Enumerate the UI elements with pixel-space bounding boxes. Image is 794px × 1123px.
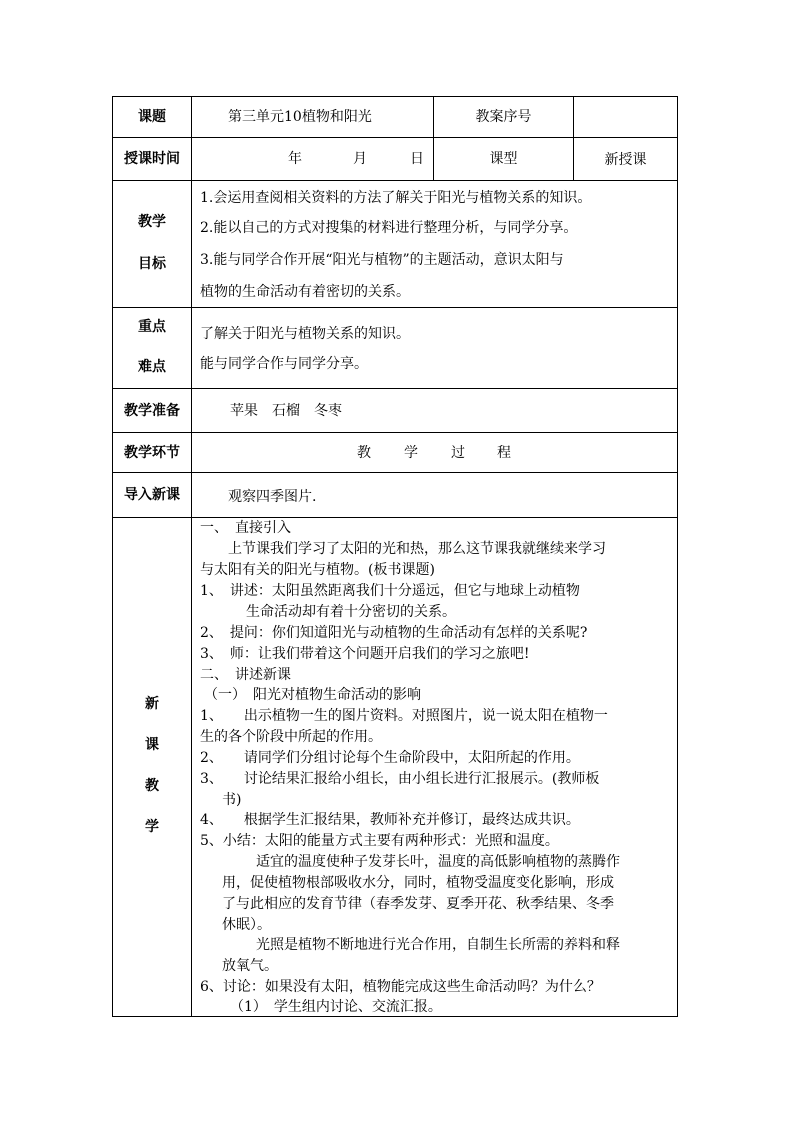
time-year: 年 <box>288 151 302 167</box>
lesson-line: 2、 请同学们分组讨论每个生命阶段中，太阳所起的作用。 <box>200 750 580 766</box>
goal-line: 3.能与同学合作开展“阳光与植物”的主题活动，意识太阳与 <box>200 252 564 268</box>
new-lesson-label-char: 新 <box>145 696 159 712</box>
lesson-line: 与太阳有关的阳光与植物。(板书课题) <box>200 562 435 578</box>
lesson-line: 光照是植物不断地进行光合作用，自制生长所需的养料和释 <box>256 937 620 953</box>
new-lesson-label-char: 教 <box>145 778 159 794</box>
lesson-line: 放氧气。 <box>222 958 278 974</box>
lesson-line: 3、 讨论结果汇报给小组长，由小组长进行汇报展示。(教师板 <box>200 771 600 787</box>
lesson-label: 课题 <box>138 109 166 125</box>
lesson-line: 5、小结：太阳的能量方式主要有两种形式：光照和温度。 <box>200 833 559 849</box>
process-header-char: 程 <box>497 445 511 461</box>
lesson-line: 6、讨论：如果没有太阳，植物能完成这些生命活动吗？为什么？ <box>200 979 601 995</box>
key-points-label: 重点 <box>138 319 166 335</box>
goal-line: 2.能以自己的方式对搜集的材料进行整理分析，与同学分享。 <box>200 220 578 236</box>
lesson-line: 1、 讲述：太阳虽然距离我们十分遥远，但它与地球上动植物 <box>200 583 580 599</box>
lesson-type-value: 新授课 <box>604 152 647 168</box>
difficulty-text: 能与同学合作与同学分享。 <box>200 356 368 372</box>
time-month: 月 <box>353 151 367 167</box>
lesson-line: 了与此相应的发育节律（春季发芽、夏季开花、秋季结果、冬季 <box>222 896 614 912</box>
lesson-line: 1、 出示植物一生的图片资料。对照图片，说一说太阳在植物一 <box>200 708 608 724</box>
lesson-line: 书) <box>222 792 242 808</box>
lesson-line: 二、 讲述新课 <box>200 667 291 683</box>
new-lesson-label-char: 课 <box>145 737 159 753</box>
lesson-line: 生命活动却有着十分密切的关系。 <box>246 604 456 620</box>
prep-value: 苹果 石榴 冬枣 <box>230 403 342 419</box>
goals-label-top: 教学 <box>138 214 166 230</box>
lesson-line: （1） 学生组内讨论、交流汇报。 <box>230 999 442 1015</box>
lesson-line: 2、 提问：你们知道阳光与动植物的生命活动有怎样的关系呢? <box>200 625 588 641</box>
process-stage-label: 教学环节 <box>124 445 180 461</box>
time-day: 日 <box>410 151 424 167</box>
lesson-line: 休眠）。 <box>222 917 271 933</box>
lesson-line: 生的各个阶段中所起的作用。 <box>200 729 382 745</box>
lesson-line: 4、 根据学生汇报结果，教师补充并修订，最终达成共识。 <box>200 812 580 828</box>
goals-label-bottom: 目标 <box>138 256 166 272</box>
prep-label: 教学准备 <box>124 403 180 419</box>
lesson-line: （一） 阳光对植物生命活动的影响 <box>204 687 421 703</box>
lesson-line: 一、 直接引入 <box>200 520 291 536</box>
new-lesson-label-char: 学 <box>145 819 159 835</box>
key-point-text: 了解关于阳光与植物关系的知识。 <box>200 326 410 342</box>
lesson-type-label: 课型 <box>489 151 518 167</box>
intro-value: 观察四季图片. <box>228 489 317 505</box>
lesson-line: 3、 师：让我们带着这个问题开启我们的学习之旅吧! <box>200 646 530 662</box>
process-header-char: 教 <box>357 445 371 461</box>
teaching-time-label: 授课时间 <box>124 151 180 167</box>
plan-number-label: 教案序号 <box>475 109 532 125</box>
intro-label: 导入新课 <box>124 487 180 503</box>
lesson-title: 第三单元10植物和阳光 <box>228 109 372 125</box>
difficulties-label: 难点 <box>138 359 166 375</box>
lesson-line: 适宜的温度使种子发芽长叶，温度的高低影响植物的蒸腾作 <box>256 854 620 870</box>
goal-line: 植物的生命活动有着密切的关系。 <box>200 284 410 300</box>
process-header-char: 学 <box>404 445 418 461</box>
goal-line: 1.会运用查阅相关资料的方法了解关于阳光与植物关系的知识。 <box>200 190 592 206</box>
lesson-line: 用，促使植物根部吸收水分，同时，植物受温度变化影响，形成 <box>222 875 614 891</box>
lesson-line: 上节课我们学习了太阳的光和热，那么这节课我就继续来学习 <box>228 541 606 557</box>
process-header-char: 过 <box>451 445 465 461</box>
